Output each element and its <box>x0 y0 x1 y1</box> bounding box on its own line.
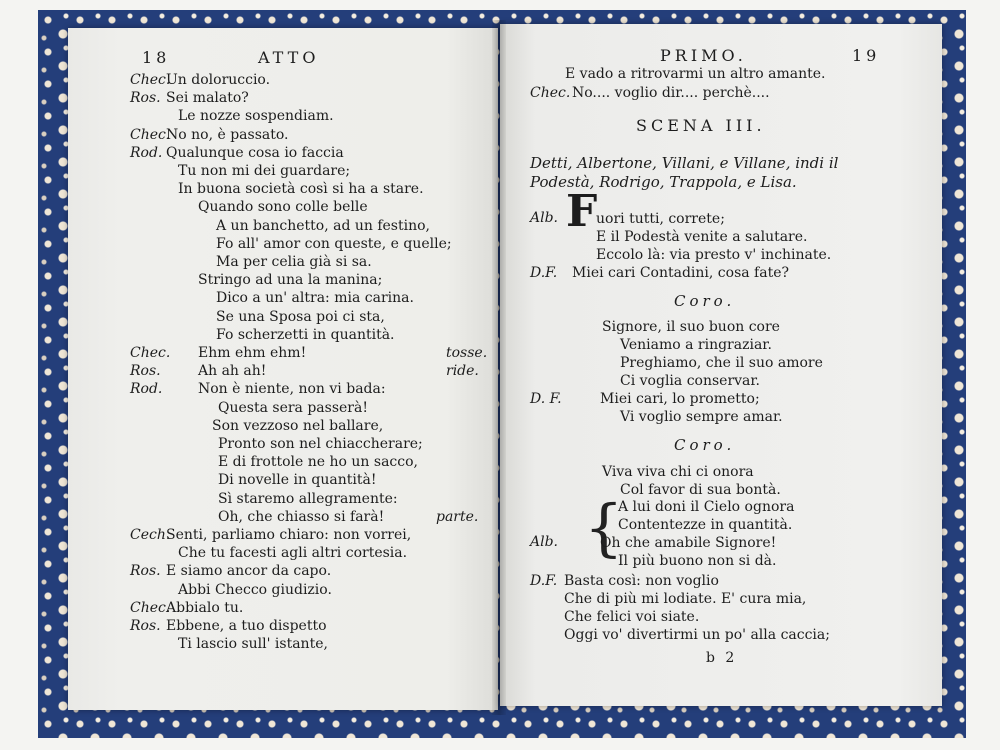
left-line: Le nozze sospendiam. <box>178 108 334 125</box>
stage-direction: tosse. <box>446 345 488 361</box>
left-line: Ehm ehm ehm! <box>198 345 307 361</box>
coro-heading-1: Coro. <box>674 292 736 310</box>
scene-cast-2: Podestà, Rodrigo, Trappola, e Lisa. <box>530 173 797 191</box>
left-line: No no, è passato. <box>166 126 289 143</box>
left-speaker: Chec. <box>130 599 171 616</box>
left-line: Non è niente, non vi bada: <box>198 381 386 398</box>
brace-icon: { <box>584 491 624 564</box>
left-line: Dico a un' altra: mia carina. <box>216 290 414 307</box>
alb-line-2: E il Podestà venite a salutare. <box>596 229 808 245</box>
df-speaker: D.F. <box>530 265 558 281</box>
df2-speaker: D. F. <box>530 391 562 407</box>
coro1-line-2: Veniamo a ringraziar. <box>620 337 772 353</box>
bottom-line-3: Che felici voi siate. <box>564 609 700 625</box>
coro2-line-2: Col favor di sua bontà. <box>620 482 781 498</box>
right-speaker-2: Chec. <box>530 85 571 101</box>
alb-line-1: uori tutti, correte; <box>596 211 725 227</box>
df2-line-1: Miei cari, lo prometto; <box>600 391 760 407</box>
left-line: Ah ah ah! <box>198 363 267 380</box>
left-line: Senti, parliamo chiaro: non vorrei, <box>166 527 412 543</box>
left-line: Qualunque cosa io faccia <box>166 144 344 161</box>
left-line: Fo scherzetti in quantità. <box>216 326 395 343</box>
left-line: Son vezzoso nel ballare, <box>212 417 384 434</box>
stage-direction: parte. <box>436 508 479 525</box>
left-speaker: Rod. <box>130 144 163 161</box>
left-line: Oh, che chiasso si farà! <box>218 508 385 525</box>
bottom-line-1: Basta così: non voglio <box>564 573 719 589</box>
left-speaker: Chec. <box>130 345 171 361</box>
left-line: Di novelle in quantità! <box>218 472 377 489</box>
alb-speaker: Alb. <box>530 210 558 226</box>
coro1-line-3: Preghiamo, che il suo amore <box>620 355 823 371</box>
alb2-line-3: Oh che amabile Signore! <box>600 535 777 551</box>
left-line: Stringo ad una la manina; <box>198 272 383 289</box>
left-line: In buona società così si ha a stare. <box>178 181 424 198</box>
left-speaker: Rod. <box>130 381 163 398</box>
bottom-line-2: Che di più mi lodiate. E' cura mia, <box>564 591 807 607</box>
coro1-line-1: Signore, il suo buon core <box>602 319 780 335</box>
left-line: Ebbene, a tuo dispetto <box>166 618 327 634</box>
alb2-speaker: Alb. <box>530 534 558 550</box>
left-speaker: Ros. <box>130 90 161 107</box>
left-speaker: Ros. <box>130 363 161 380</box>
left-line: Questa sera passerà! <box>218 399 368 416</box>
left-speaker: Chec. <box>130 126 171 143</box>
signature-mark: b 2 <box>706 650 738 666</box>
left-line: Che tu facesti agli altri cortesia. <box>178 545 408 562</box>
running-head-right: PRIMO. <box>660 46 747 65</box>
left-line: A un banchetto, ad un festino, <box>216 217 430 234</box>
scene-title: SCENA III. <box>636 116 766 135</box>
right-line-2: No.... voglio dir.... perchè.... <box>572 85 770 101</box>
left-speaker: Ros. <box>130 563 161 580</box>
left-line: Se una Sposa poi ci sta, <box>216 308 385 325</box>
df-line: Miei cari Contadini, cosa fate? <box>572 265 789 281</box>
right-line-1: E vado a ritrovarmi un altro amante. <box>565 66 826 82</box>
scene-cast-1: Detti, Albertone, Villani, e Villane, indi il <box>530 154 839 172</box>
left-line: Quando sono colle belle <box>198 199 368 216</box>
coro2-line-1: Viva viva chi ci onora <box>602 464 754 480</box>
left-line: E siamo ancor da capo. <box>166 563 332 580</box>
coro-heading-2: Coro. <box>674 436 736 454</box>
page-number-left: 18 <box>142 48 171 67</box>
df2-line-2: Vi voglio sempre amar. <box>620 409 783 425</box>
left-line: E di frottole ne ho un sacco, <box>218 454 418 471</box>
bottom-line-4: Oggi vo' divertirmi un po' alla caccia; <box>564 627 830 643</box>
bottom-speaker-1: D.F. <box>530 573 558 589</box>
left-line: Ma per celia già si sa. <box>216 254 372 270</box>
left-line: Tu non mi dei guardare; <box>178 163 351 179</box>
left-speaker: Chec. <box>130 72 171 88</box>
left-line: Ti lascio sull' istante, <box>178 636 328 653</box>
stage-direction: ride. <box>446 363 479 380</box>
left-line: Fo all' amor con queste, e quelle; <box>216 235 452 252</box>
left-line: Sei malato? <box>166 90 249 107</box>
alb2-line-1: A lui doni il Cielo ognora <box>618 499 795 515</box>
page-number-right: 19 <box>852 46 881 65</box>
left-line: Abbi Checco giudizio. <box>178 581 332 598</box>
alb2-line-4: Il più buono non si dà. <box>618 553 777 569</box>
left-line: Un doloruccio. <box>166 72 271 88</box>
left-line: Pronto son nel chiaccherare; <box>218 436 423 452</box>
coro1-line-4: Ci voglia conservar. <box>620 373 760 389</box>
running-head-left: ATTO <box>258 48 320 67</box>
alb-line-3: Eccolo là: via presto v' inchinate. <box>596 247 832 263</box>
left-line: Abbialo tu. <box>166 599 244 616</box>
left-line: Sì staremo allegramente: <box>218 490 398 507</box>
left-speaker: Cech. <box>130 527 171 543</box>
alb2-line-2: Contentezze in quantità. <box>618 517 793 533</box>
book-gutter <box>492 20 506 715</box>
drop-cap: F <box>566 186 598 237</box>
left-speaker: Ros. <box>130 618 161 634</box>
